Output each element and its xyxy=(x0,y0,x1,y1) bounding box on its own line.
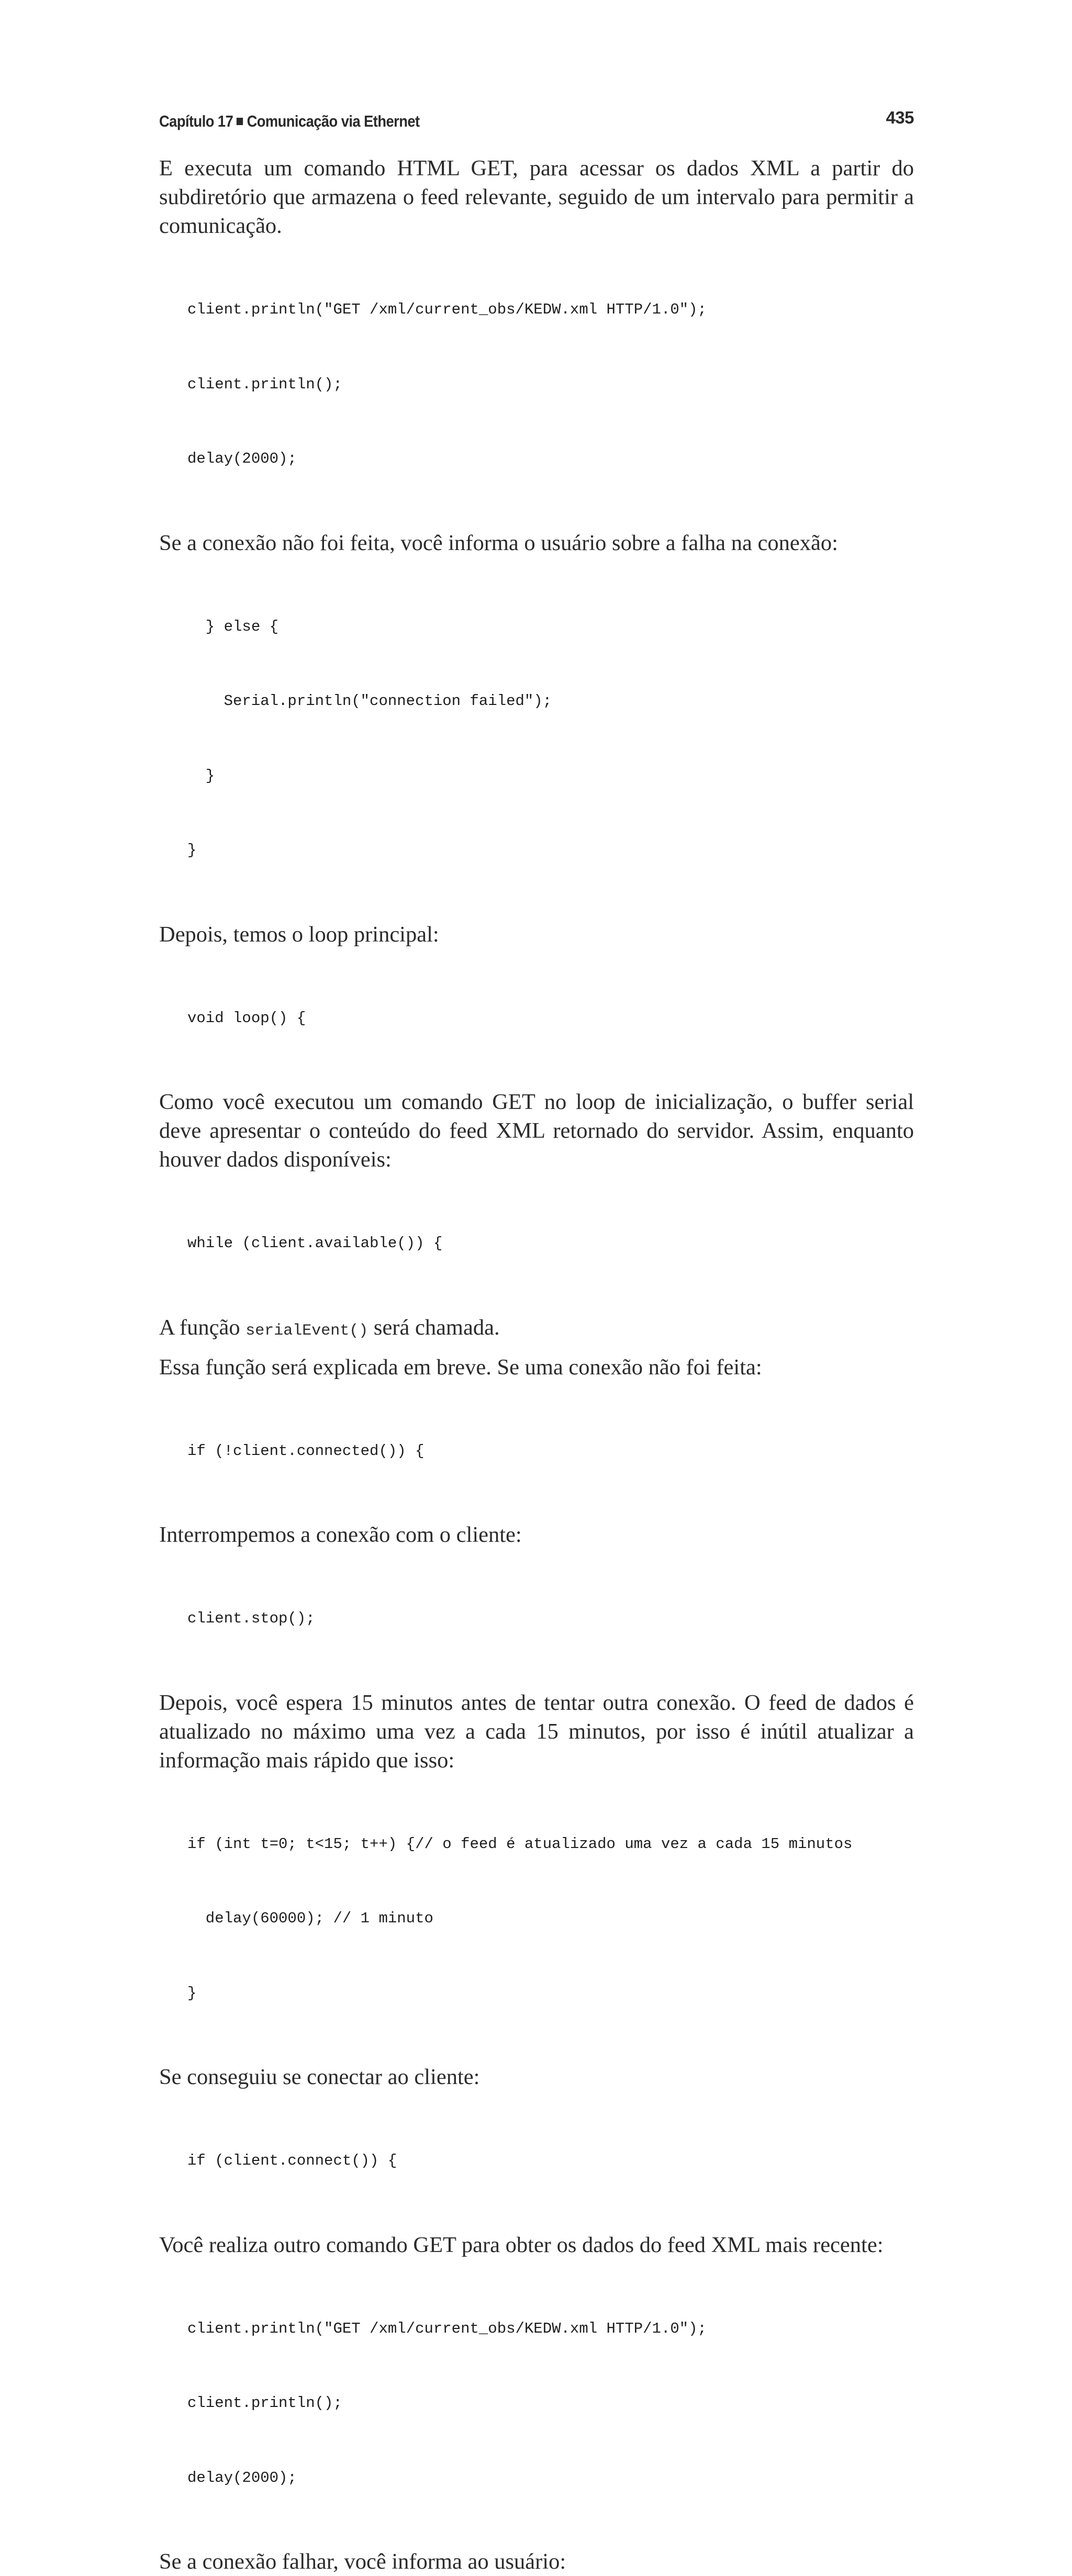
chapter-title: Comunicação via Ethernet xyxy=(247,112,420,130)
code-block-2 xyxy=(159,565,914,913)
code-block-7 xyxy=(159,1782,914,2056)
code-line: if (client.connect()) { xyxy=(187,2152,397,2169)
code-line: delay(2000); xyxy=(187,450,297,467)
paragraph-1: E executa um comando HTML GET, para acessar os dados XML a partir do subdiretório que armazena o feed relevante, seguido de um intervalo para permitir a comunicação. xyxy=(159,156,914,238)
paragraph-5-text-start: A função xyxy=(159,1315,246,1340)
code-line: client.println("GET /xml/current_obs/KEDW.xml HTTP/1.0"); xyxy=(187,301,707,318)
running-head xyxy=(159,108,914,134)
code-block-3 xyxy=(159,956,914,1081)
code-line: } else { xyxy=(187,618,279,635)
chapter-heading xyxy=(159,112,420,131)
paragraph-7: Interrompemos a conexão com o cliente: xyxy=(159,1522,522,1547)
page-body xyxy=(159,154,914,2576)
code-block-1 xyxy=(159,248,914,521)
paragraph-3: Depois, temos o loop principal: xyxy=(159,922,439,947)
code-line: delay(2000); xyxy=(187,2469,297,2487)
code-block-9 xyxy=(159,2267,914,2540)
code-line: client.println(); xyxy=(187,375,342,393)
code-line: } xyxy=(187,842,197,859)
paragraph-8: Depois, você espera 15 minutos antes de tentar outra conexão. O feed de dados é atualizado no máximo uma vez a cada 15 minutos, por isso é inútil atualizar a informação mais rápido que isso: xyxy=(159,1690,914,1773)
paragraph-5 xyxy=(159,1313,914,1346)
code-line: } xyxy=(187,767,215,785)
code-line: void loop() { xyxy=(187,1009,306,1027)
code-line: if (int t=0; t<15; t++) {// o feed é atualizado uma vez a cada 15 minutos xyxy=(187,1835,853,1853)
code-line: delay(60000); // 1 minuto xyxy=(187,1910,433,1927)
code-line: client.println(); xyxy=(187,2394,342,2412)
code-line: if (!client.connected()) { xyxy=(187,1442,425,1460)
code-block-4 xyxy=(159,1181,914,1306)
paragraph-6: Essa função será explicada em breve. Se uma conexão não foi feita: xyxy=(159,1354,762,1380)
paragraph-11: Se a conexão falhar, você informa ao usuário: xyxy=(159,2549,566,2574)
code-block-6 xyxy=(159,1556,914,1681)
code-line: client.stop(); xyxy=(187,1610,315,1627)
code-line: } xyxy=(187,1984,197,2002)
paragraph-2: Se a conexão não foi feita, você informa o usuário sobre a falha na conexão: xyxy=(159,530,838,555)
page-number: 435 xyxy=(886,108,914,127)
code-block-8 xyxy=(159,2099,914,2223)
code-block-5 xyxy=(159,1389,914,1514)
chapter-prefix: Capítulo 17 xyxy=(159,112,233,130)
paragraph-9: Se conseguiu se conectar ao cliente: xyxy=(159,2065,480,2089)
code-line: while (client.available()) { xyxy=(187,1235,443,1252)
paragraph-10: Você realiza outro comando GET para obter os dados do feed XML mais recente: xyxy=(159,2232,884,2257)
inline-code-serial-event: serialEvent() xyxy=(245,1321,368,1340)
code-line: Serial.println("connection failed"); xyxy=(187,692,552,710)
square-bullet-icon xyxy=(237,118,243,125)
code-line: client.println("GET /xml/current_obs/KEDW.xml HTTP/1.0"); xyxy=(187,2320,707,2337)
paragraph-5-text-end: será chamada. xyxy=(368,1315,500,1340)
paragraph-4: Como você executou um comando GET no loop de inicialização, o buffer serial deve apresentar o conteúdo do feed XML retornado do servidor. Assim, enquanto houver dados disponíveis: xyxy=(159,1090,914,1172)
